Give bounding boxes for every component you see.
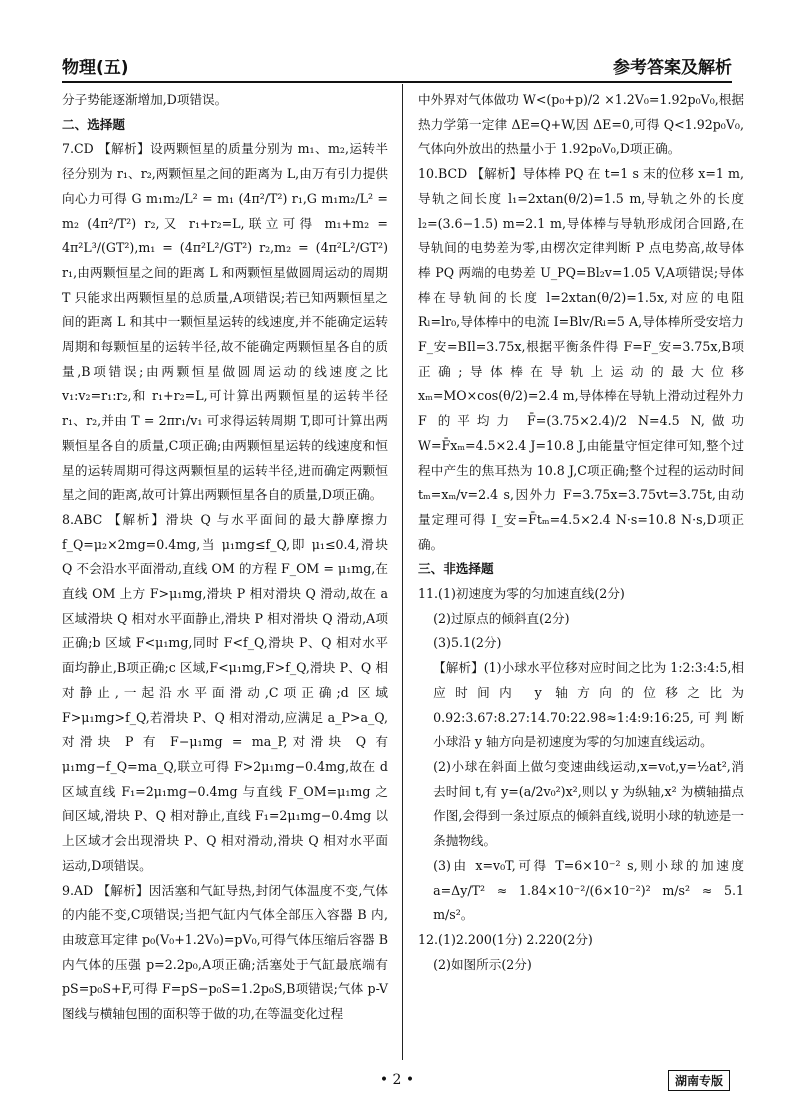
section-heading: 二、选择题 (62, 116, 125, 132)
answer-paragraph: 9.AD 【解析】因活塞和气缸导热,封闭气体温度不变,气体的内能不变,C项错误;当把气缸内气体全部压入容器 B 内,由玻意耳定律 p₀(V₀+1.2V₀)=pV₀,可得气体压缩后容器 B 内气体的压强 p=2.2p₀,A项正确;活塞处于气缸最底端有 pS=p₀S+F,可得 F=pS−p₀S=1.2p₀S,B项错误;气体 p-V 图线与横轴包围的面积等于做的功,在等温变化过程 (62, 882, 388, 1022)
section-heading: 三、非选择题 (418, 561, 494, 577)
answer-paragraph: (2)小球在斜面上做匀变速曲线运动,x=v₀t,y=½at²,消去时间 t,有 y=(a/2v₀²)x²,则以 y 为纵轴,x² 为横轴描点作图,会得到一条过原点的倾斜直线,说明小球的轨迹是一条抛物线。 (433, 758, 744, 849)
answer-paragraph: (3)5.1(2分) (433, 635, 502, 651)
subject-title: 物理(五) (62, 58, 129, 78)
page-header (62, 44, 732, 78)
answer-paragraph: 分子势能逐渐增加,D项错误。 (62, 92, 228, 107)
answer-paragraph: 【解析】(1)小球水平位移对应时间之比为 1:2:3:4:5,相应时间内 y 轴方向的位移之比为 0.92:3.67:8.27:14.70:22.98≈1:4:9:16:25,可判断小球沿 y 轴方向是初速度为零的匀加速直线运动。 (433, 660, 744, 750)
page-number: • 2 • (379, 1072, 415, 1088)
left-column (62, 88, 388, 1027)
answer-paragraph: 11.(1)初速度为零的匀加速直线(2分) (418, 586, 625, 602)
answer-paragraph: (2)过原点的倾斜直(2分) (433, 610, 570, 626)
header-rule (62, 81, 732, 83)
answer-paragraph: 8.ABC 【解析】滑块 Q 与水平面间的最大静摩擦力 f_Q=μ₂×2mg=0.4mg,当 μ₁mg≤f_Q,即 μ₁≤0.4,滑块 Q 不会沿水平面滑动,直线 OM 的方程 F_OM = μ₁mg,在直线 OM 上方 F>μ₁mg,滑块 P 相对滑块 Q 滑动,故在 a 区域滑块 Q 相对水平面静止,滑块 P 相对滑块 Q 滑动,A项正确;b 区域 F<μ₁mg,同时 F<f_Q,滑块 P、Q 相对水平面均静止,B项正确;c 区域,F<μ₁mg,F>f_Q,滑块 P、Q 相对静止,一起沿水平面滑动,C项正确;d 区域 F>μ₁mg>f_Q,若滑块 P、Q 相对滑动,应满足 a_P>a_Q,对滑块 P 有 F−μ₁mg = ma_P,对滑块 Q 有 μ₁mg−f_Q=ma_Q,联立可得 F>2μ₁mg−0.4mg,故在 d 区域直线 F₁=2μ₁mg−0.4mg 与直线 F_OM=μ₁mg 之间区域,滑块 P、Q 相对静止,直线 F₁=2μ₁mg−0.4mg 以上区域才会出现滑块 P、Q 相对滑动,滑块 Q 相对水平面运动,D项错误。 (62, 511, 388, 873)
answer-paragraph: (2)如图所示(2分) (433, 956, 532, 972)
answer-paragraph: (3)由 x=v₀T,可得 T=6×10⁻² s,则小球的加速度 a=Δy/T² ≈ 1.84×10⁻²/(6×10⁻²)² m/s² ≈ 5.1 m/s²。 (433, 857, 744, 923)
answer-paragraph: 12.(1)2.200(1分) 2.220(2分) (418, 931, 593, 947)
answer-paragraph: 7.CD 【解析】设两颗恒星的质量分别为 m₁、m₂,运转半径分别为 r₁、r₂,两颗恒星之间的距离为 L,由万有引力提供向心力可得 G m₁m₂/L² = m₁ (4π²/T²) r₁,G m₁m₂/L² = m₂ (4π²/T²) r₂,又 r₁+r₂=L,联立可得 m₁+m₂ = 4π²L³/(GT²),m₁ = (4π²L²/GT²) r₂,m₂ = (4π²L²/GT²) r₁,由两颗恒星之间的距离 L 和两颗恒星做圆周运动的周期 T 只能求出两颗恒星的总质量,A项错误;若已知两颗恒星之间的距离 L 和其中一颗恒星运转的线速度,并不能确定运转周期和每颗恒星的运转半径,故不能确定两颗恒星各自的质量,B项错误;由两颗恒星做圆周运动的线速度之比 v₁:v₂=r₁:r₂,和 r₁+r₂=L,可计算出两颗恒星的运转半径 r₁、r₂,并由 T = 2πr₁/v₁ 可求得运转周期 T,即可计算出两颗恒星各自的质量,C项正确;由两颗恒星运转的线速度和恒星的运转周期可得这两颗恒星的运转半径,进而确定两颗恒星之间的距离,故可计算出两颗恒星各自的质量,D项正确。 (62, 141, 388, 503)
answer-paragraph: 10.BCD 【解析】导体棒 PQ 在 t=1 s 末的位移 x=1 m,导轨之间长度 l₁=2xtan(θ/2)=1.5 m,导轨之外的长度 l₂=(3.6−1.5) m=2.1 m,导体棒与导轨形成闭合回路,在导轨间的电势差为零,由楞次定律判断 P 点电势高,故导体棒 PQ 两端的电势差 U_PQ=Bl₂v=1.05 V,A项错误;导体棒在导轨间的长度 l=2xtan(θ/2)=1.5x,对应的电阻 Rₗ=lr₀,导体棒中的电流 I=Blv/Rₗ=5 A,导体棒所受安培力 F_安=BIl=3.75x,根据平衡条件得 F=F_安=3.75x,B项正确;导体棒在导轨上运动的最大位移 xₘ=MO×cos(θ/2)=2.4 m,导体棒在导轨上滑动过程外力 F 的平均力 F̄=(3.75×2.4)/2 N=4.5 N,做功 W=F̄xₘ=4.5×2.4 J=10.8 J,由能量守恒定律可知,整个过程中产生的焦耳热为 10.8 J,C项正确;整个过程的运动时间 tₘ=xₘ/v=2.4 s,因外力 F=3.75x=3.75vt=3.75t,由动量定理可得 I_安=F̄tₘ=4.5×2.4 N·s=10.8 N·s,D项正确。 (418, 166, 744, 552)
answer-paragraph: 中外界对气体做功 W<(p₀+p)/2 ×1.2V₀=1.92p₀V₀,根据热力学第一定律 ΔE=Q+W,因 ΔE=0,可得 Q<1.92p₀V₀,气体向外放出的热量小于 1.92p₀V₀,D项正确。 (418, 92, 744, 157)
section-title: 参考答案及解析 (613, 58, 732, 78)
edition-badge: 湖南专版 (668, 1070, 730, 1091)
column-divider (402, 84, 403, 1060)
right-column (418, 88, 744, 977)
